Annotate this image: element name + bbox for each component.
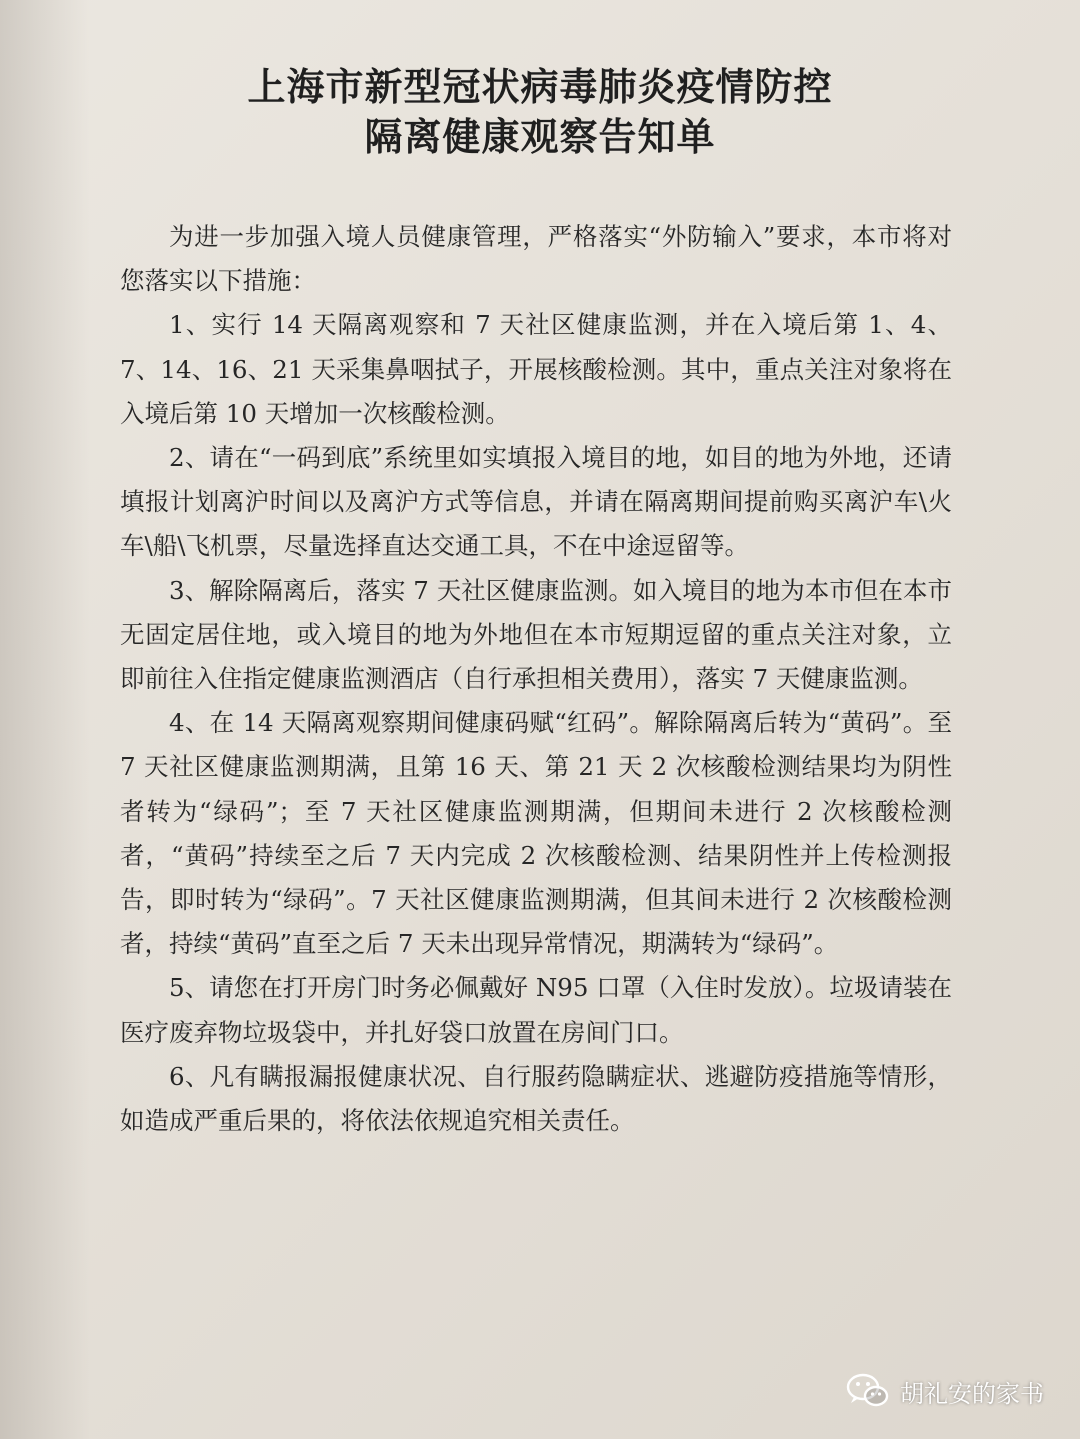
page-shadow <box>0 0 90 1439</box>
document-title-line2: 隔离健康观察告知单 <box>364 115 716 159</box>
item-4: 4、在 14 天隔离观察期间健康码赋“红码”。解除隔离后转为“黄码”。至 7 天社区健康监测期满，且第 16 天、第 21 天 2 次核酸检测结果均为阴性者转为“绿码”；至 7 天社区健康监测期满，但期间未进行 2 次核酸检测者，“黄码”持续至之后 7 天内完成 2 次核酸检测、结果阴性并上传检测报告，即时转为“绿码”。7 天社区健康监测期满，但其间未进行 2 次核酸检测者，持续“黄码”直至之后 7 天未出现异常情况，期满转为“绿码”。 <box>120 708 952 959</box>
wechat-icon <box>846 1373 890 1409</box>
item-1: 1、实行 14 天隔离观察和 7 天社区健康监测，并在入境后第 1、4、7、14、16、21 天采集鼻咽拭子，开展核酸检测。其中，重点关注对象将在入境后第 10 天增加一次核酸检测。 <box>120 310 952 428</box>
item-2: 2、请在“一码到底”系统里如实填报入境目的地，如目的地为外地，还请填报计划离沪时间以及离沪方式等信息，并请在隔离期间提前购买离沪车\火车\船\飞机票，尽量选择直达交通工具，不在中途逗留等。 <box>120 443 952 561</box>
watermark-text: 胡礼安的家书 <box>900 1379 1044 1408</box>
document-body <box>120 215 952 1143</box>
intro-paragraph: 为进一步加强入境人员健康管理，严格落实“外防输入”要求，本市将对您落实以下措施： <box>120 222 952 296</box>
watermark <box>846 1373 1044 1409</box>
item-6: 6、凡有瞒报漏报健康状况、自行服药隐瞒症状、逃避防疫措施等情形，如造成严重后果的，将依法依规追究相关责任。 <box>120 1061 952 1136</box>
document-title-line1: 上海市新型冠状病毒肺炎疫情防控 <box>247 65 833 109</box>
item-5: 5、请您在打开房门时务必佩戴好 N95 口罩（入住时发放）。垃圾请装在医疗废弃物垃圾袋中，并扎好袋口放置在房间门口。 <box>120 973 952 1047</box>
item-3: 3、解除隔离后，落实 7 天社区健康监测。如入境目的地为本市但在本市无固定居住地，或入境目的地为外地但在本市短期逗留的重点关注对象，立即前往入住指定健康监测酒店（自行承担相关费用），落实 7 天健康监测。 <box>120 575 952 694</box>
